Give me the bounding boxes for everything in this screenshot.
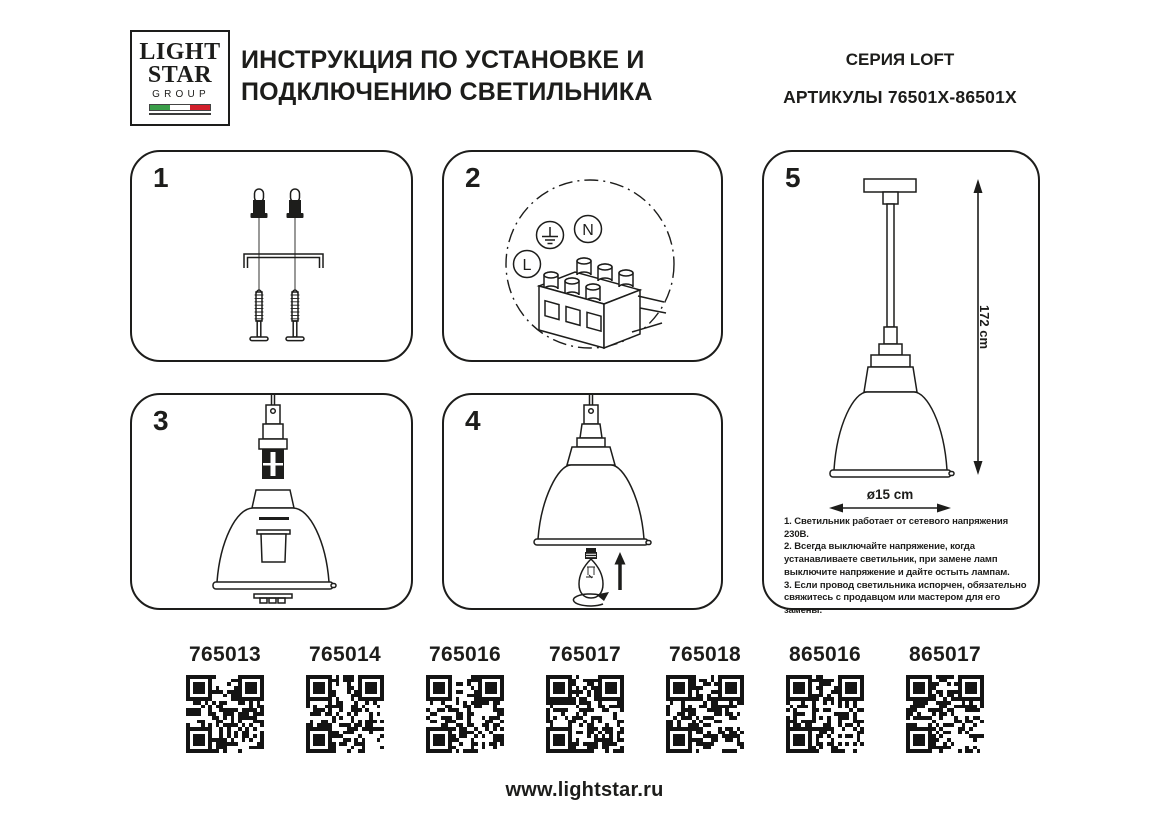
- panel-step-4: [442, 393, 723, 610]
- article-code: 865016: [789, 643, 861, 666]
- panel-step-3: [130, 393, 413, 610]
- logo-light: LIGHT: [139, 39, 221, 66]
- height-label: 172 cm: [977, 304, 992, 350]
- height-dimension: [974, 179, 993, 475]
- candle-bulb-icon: [579, 548, 603, 598]
- qr-code: [426, 675, 504, 753]
- article-code: 765018: [669, 643, 741, 666]
- page-title: [241, 44, 653, 108]
- step-number: 2: [465, 162, 481, 193]
- note-3: 3. Если провод светильника испорчен, обязательно свяжитесь с продавцом или мастером для его замены.: [784, 579, 1027, 617]
- title-line-2: ПОДКЛЮЧЕНИЮ СВЕТИЛЬНИКА: [241, 78, 653, 106]
- article-765013: [165, 643, 285, 753]
- article-765018: [645, 643, 765, 753]
- qr-code: [906, 675, 984, 753]
- safety-notes: [784, 516, 1030, 618]
- note-2: 2. Всегда выключайте напряжение, когда устанавливаете светильник, при замене ламп выключите напряжение и дайте остыть лампам.: [784, 541, 1010, 578]
- article-765017: [525, 643, 645, 753]
- flag-white: [170, 105, 190, 110]
- article-code: 765016: [429, 643, 501, 666]
- panel-step-5: [762, 150, 1040, 617]
- live-wire-label: [514, 251, 541, 278]
- website-url: www.lightstar.ru: [505, 779, 664, 801]
- assembly-diagram: [132, 395, 415, 612]
- article-865017: [885, 643, 1005, 753]
- italy-flag-icon: [149, 104, 211, 111]
- logo-star: STAR: [147, 61, 213, 88]
- series-label: СЕРИЯ LOFT: [845, 50, 955, 69]
- bulb-install-diagram: [444, 395, 725, 612]
- article-code: 765013: [189, 643, 261, 666]
- clamp-icon: [254, 594, 292, 603]
- qr-code: [786, 675, 864, 753]
- diameter-dimension: [829, 487, 951, 513]
- step-number: 3: [153, 405, 169, 436]
- rotate-arrow-icon: [573, 592, 609, 606]
- flag-green: [150, 105, 170, 110]
- article-765016: [405, 643, 525, 753]
- step-number: 1: [153, 162, 169, 193]
- step-number: 5: [785, 162, 801, 193]
- flag-underline: [149, 113, 211, 115]
- screw-icon: [250, 290, 304, 341]
- qr-code: [666, 675, 744, 753]
- logo-group: GROUP: [152, 88, 210, 100]
- article-865016: [765, 643, 885, 753]
- lightstar-logo: [130, 30, 230, 126]
- diameter-label: ø15 cm: [866, 487, 914, 502]
- panel-step-2: [442, 150, 723, 362]
- article-code: 765014: [309, 643, 381, 666]
- pendant-lamp-icon: [534, 395, 651, 545]
- earth-icon: [537, 222, 564, 249]
- terminal-block-icon: [539, 258, 666, 348]
- panel-step-1: [130, 150, 413, 362]
- mounting-hardware-diagram: [132, 152, 415, 364]
- qr-code: [306, 675, 384, 753]
- svg-text:N: N: [582, 222, 594, 239]
- qr-code: [546, 675, 624, 753]
- cord-grip-icon: [259, 395, 287, 479]
- qr-code: [186, 675, 264, 753]
- svg-text:L: L: [522, 257, 532, 274]
- note-1: 1. Светильник работает от сетевого напряжения 230В.: [784, 516, 1009, 540]
- neutral-wire-label: [575, 216, 602, 243]
- flag-red: [190, 105, 210, 110]
- title-line-1: ИНСТРУКЦИЯ ПО УСТАНОВКЕ И: [241, 46, 645, 74]
- article-code: 865017: [909, 643, 981, 666]
- wiring-diagram: [444, 152, 725, 364]
- articles-range: АРТИКУЛЫ 76501X-86501X: [783, 87, 1017, 107]
- article-code: 765017: [549, 643, 621, 666]
- series-block: [758, 50, 1042, 108]
- wall-anchor-icon: [251, 189, 304, 218]
- mounting-bracket-icon: [244, 254, 323, 268]
- step-number: 4: [465, 405, 481, 436]
- article-765014: [285, 643, 405, 753]
- pendant-lamp-icon: [830, 179, 954, 477]
- up-arrow-icon: [615, 552, 626, 590]
- lamp-shade-icon: [213, 490, 336, 589]
